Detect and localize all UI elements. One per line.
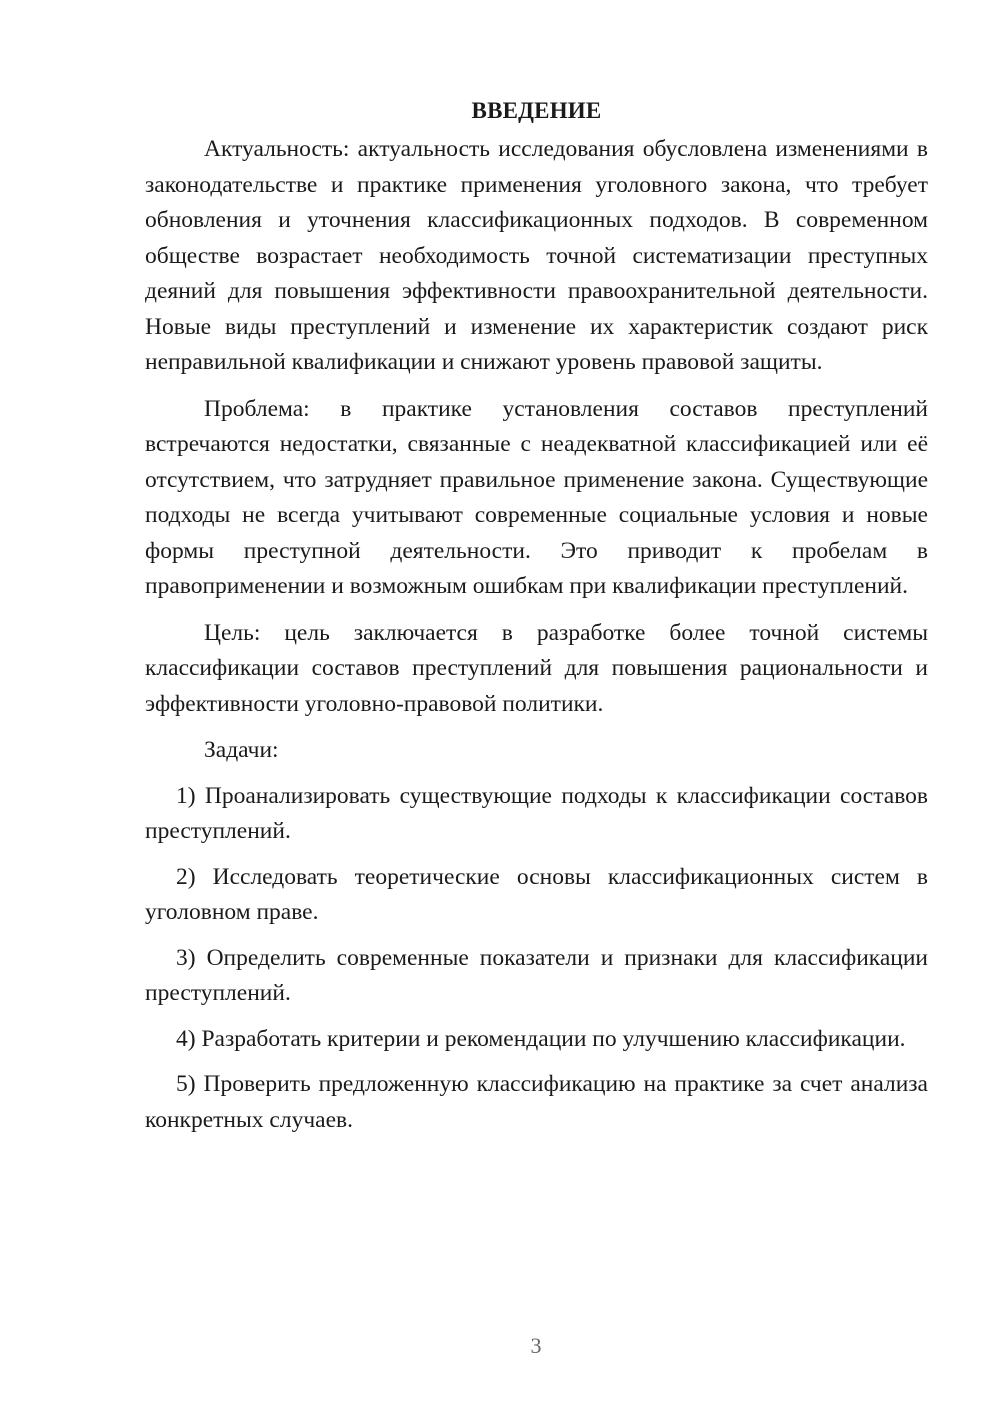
paragraph-relevance: Актуальность: актуальность исследования обусловлена изменениями в законодательстве и практике применения уголовного закона, что требует обновления и уточнения классификационных подходов. В современном обществе возрастает необходимость точной систематизации преступных деяний для повышения эффективности правоохранительной деятельности. Новые виды преступлений и изменение их характеристик создают риск неправильной квалификации и снижают уровень правовой защиты. <box>145 136 928 375</box>
task-item: 4) Разработать критерии и рекомендации по улучшению классификации. <box>176 1025 906 1052</box>
paragraph-goal: Цель: цель заключается в разработке более точной системы классификации составов преступлений для повышения рациональности и эффективности уголовно-правовой политики. <box>145 619 928 717</box>
task-item: 1) Проанализировать существующие подходы к классификации составов преступлений. <box>145 782 928 844</box>
task-item: 2) Исследовать теоретические основы классификационных систем в уголовном праве. <box>145 863 928 925</box>
page-number: 3 <box>530 1333 542 1358</box>
page-content <box>145 93 928 1148</box>
section-title: ВВЕДЕНИЕ <box>471 98 602 123</box>
paragraph-problem: Проблема: в практике установления составов преступлений встречаются недостатки, связанные с неадекватной классификацией или её отсутствием, что затрудняет правильное применение закона. Существующие подходы не всегда учитывают современные социальные условия и новые формы преступной деятельности. Это приводит к пробелам в правоприменении и возможным ошибкам при квалификации преступлений. <box>145 395 928 599</box>
tasks-label: Задачи: <box>204 737 279 763</box>
task-item: 3) Определить современные показатели и признаки для классификации преступлений. <box>145 944 928 1006</box>
tasks-list <box>145 779 928 1139</box>
task-item: 5) Проверить предложенную классификацию на практике за счет анализа конкретных случаев. <box>145 1071 928 1133</box>
